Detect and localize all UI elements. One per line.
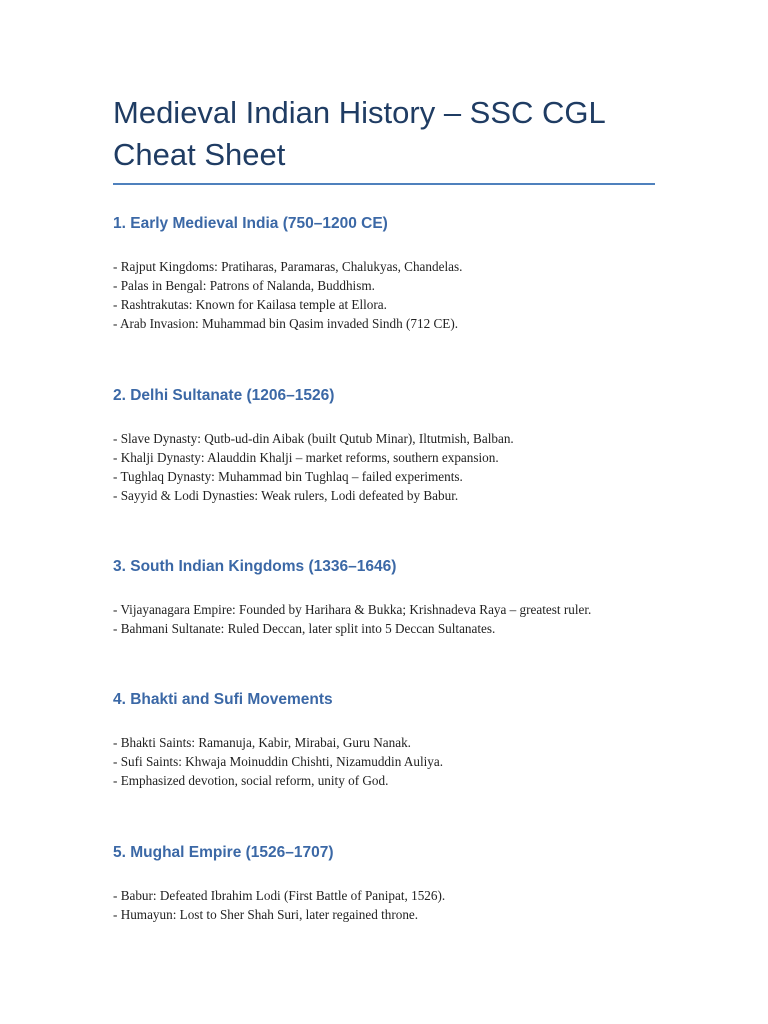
- section-south-indian-kingdoms: [113, 557, 591, 638]
- section-heading: 3. South Indian Kingdoms (1336–1646): [113, 558, 397, 575]
- list-item: - Bhakti Saints: Ramanuja, Kabir, Mirabai, Guru Nanak.: [113, 735, 411, 750]
- section-items: [113, 733, 443, 790]
- list-item: - Bahmani Sultanate: Ruled Deccan, later split into 5 Deccan Sultanates.: [113, 621, 496, 636]
- list-item: - Humayun: Lost to Sher Shah Suri, later regained throne.: [113, 907, 419, 922]
- list-item: - Palas in Bengal: Patrons of Nalanda, Buddhism.: [113, 278, 375, 293]
- list-item: - Vijayanagara Empire: Founded by Harihara & Bukka; Krishnadeva Raya – greatest ruler.: [113, 602, 592, 617]
- list-item: - Tughlaq Dynasty: Muhammad bin Tughlaq – failed experiments.: [113, 469, 463, 484]
- section-items: [113, 257, 462, 333]
- list-item: - Sayyid & Lodi Dynasties: Weak rulers, Lodi defeated by Babur.: [113, 488, 459, 503]
- document-title: [113, 92, 655, 185]
- title-line-2: Cheat Sheet: [113, 137, 286, 172]
- section-heading: 5. Mughal Empire (1526–1707): [113, 844, 334, 861]
- list-item: - Arab Invasion: Muhammad bin Qasim invaded Sindh (712 CE).: [113, 316, 459, 331]
- section-items: [113, 886, 445, 924]
- section-heading: 2. Delhi Sultanate (1206–1526): [113, 387, 335, 404]
- section-delhi-sultanate: [113, 386, 514, 505]
- title-line-1: Medieval Indian History – SSC CGL: [113, 95, 606, 130]
- list-item: - Rajput Kingdoms: Pratiharas, Paramaras, Chalukyas, Chandelas.: [113, 259, 463, 274]
- list-item: - Rashtrakutas: Known for Kailasa temple at Ellora.: [113, 297, 387, 312]
- list-item: - Khalji Dynasty: Alauddin Khalji – market reforms, southern expansion.: [113, 450, 499, 465]
- list-item: - Slave Dynasty: Qutb-ud-din Aibak (built Qutub Minar), Iltutmish, Balban.: [113, 431, 514, 446]
- document-page: [113, 92, 655, 922]
- section-mughal-empire: [113, 843, 445, 924]
- section-items: [113, 600, 591, 638]
- list-item: - Emphasized devotion, social reform, unity of God.: [113, 773, 389, 788]
- section-items: [113, 429, 514, 505]
- list-item: - Babur: Defeated Ibrahim Lodi (First Battle of Panipat, 1526).: [113, 888, 446, 903]
- section-early-medieval-india: [113, 214, 462, 333]
- section-heading: 1. Early Medieval India (750–1200 CE): [113, 215, 388, 232]
- section-bhakti-sufi-movements: [113, 690, 443, 790]
- list-item: - Sufi Saints: Khwaja Moinuddin Chishti, Nizamuddin Auliya.: [113, 754, 444, 769]
- section-heading: 4. Bhakti and Sufi Movements: [113, 691, 333, 708]
